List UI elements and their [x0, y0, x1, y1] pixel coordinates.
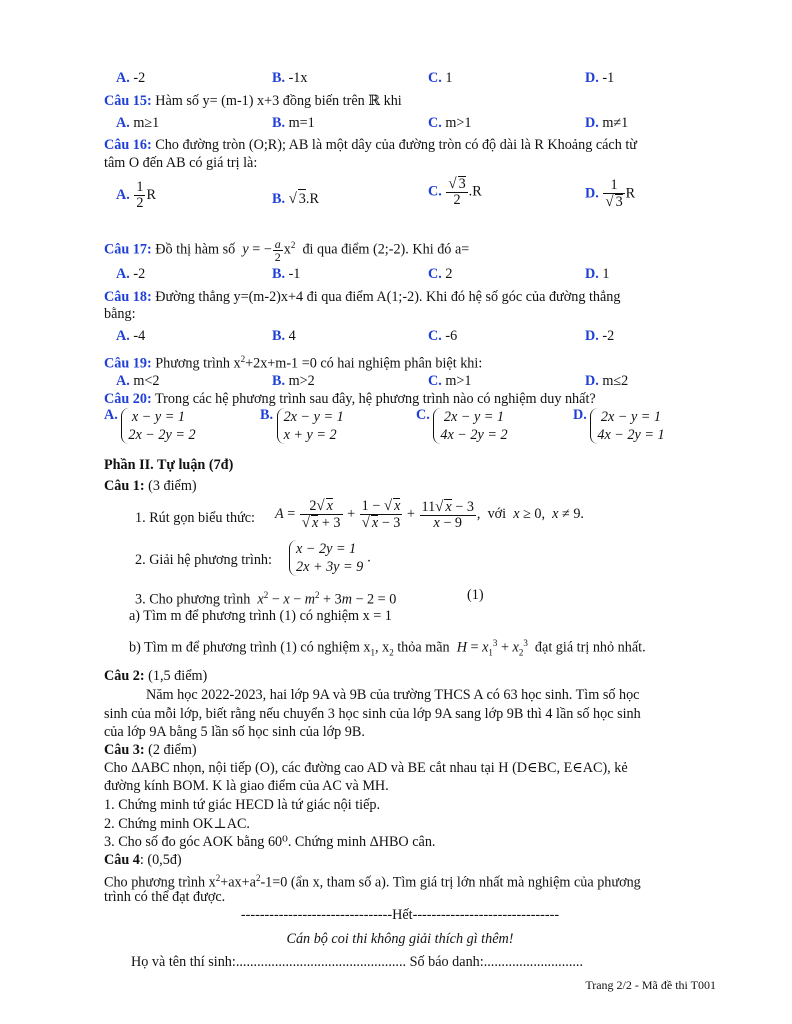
page-footer: Trang 2/2 - Mã đề thi T001: [585, 978, 716, 992]
candidate-info: Họ và tên thí sinh:................................................ Số báo danh:............................: [131, 954, 584, 970]
c2-points: (1,5 điểm): [148, 668, 208, 684]
q20-text: Trong các hệ phương trình sau đây, hệ phương trình nào có nghiệm duy nhất?: [155, 391, 596, 407]
q18-stem-line1: [104, 288, 716, 306]
q17-a: -2: [133, 266, 146, 282]
c1-s2-text: 2. Giải hệ phương trình:: [135, 552, 272, 568]
c1-expression: A = $\frac{2√ x}{√ x + 3}$ + $\frac{1 - √ x}{√ x - 3}$ + $\frac{11√ x - 3}{x - 9}$ , với x ≥ 0, x ≠ 9.: [275, 498, 584, 531]
q18-c: -6: [445, 328, 458, 344]
q14-d: -1: [602, 70, 615, 86]
c3-p1: 1. Chứng minh tứ giác HECD là tứ giác nội tiếp.: [104, 797, 381, 813]
c4-line1: Cho phương trình $x^2+ax+a^2-1=0$ (ẩn x, tham số a). Tìm giá trị lớn nhất mà nghiệm của phương: [104, 873, 641, 891]
c1-part1: [135, 498, 716, 538]
c4-points: : (0,5đ): [139, 852, 182, 868]
c1-system: x − 2y = 1 2x + 3y = 9 .: [289, 540, 371, 576]
q14-a: -2: [133, 70, 146, 86]
q17-label: Câu 17:: [104, 241, 152, 258]
c3-p3: 3. Cho số đo góc AOK bằng 60⁰. Chứng minh ΔHBO cân.: [104, 834, 436, 850]
q20-options: A. x − y = 1 2x − 2y = 2 B. 2x − y = 1 x + y = 2 C. 2x − y = 1 4x − 2y = 2 D. 2x − y = 1 4x − 2y = 1: [104, 408, 716, 448]
c1-s3-tag: (1): [467, 587, 484, 603]
c1-cond-text: với: [487, 505, 507, 522]
q20-label: Câu 20:: [104, 391, 152, 407]
q15-label: Câu 15:: [104, 93, 152, 109]
c2-line1: Năm học 2022-2023, hai lớp 9A và 9B của trường THCS A có 63 học sinh. Tìm số học: [146, 687, 640, 703]
q16-line2: tâm O đến AB có giá trị là:: [104, 155, 258, 171]
c1-sb-post: đạt giá trị nhỏ nhất.: [534, 639, 646, 656]
q20-d-system: 2x − y = 1 4x − 2y = 1: [590, 408, 668, 444]
q16-d-frac: $\frac{1}{√ 3}$: [605, 177, 623, 210]
q17-c: 2: [445, 266, 453, 282]
q20-b-system: 2x − y = 1 x + y = 2: [277, 408, 348, 444]
q15-d: m≠1: [602, 115, 629, 131]
q18-line2: bằng:: [104, 306, 136, 322]
q15-text: Hàm số y= (m-1) x+3 đồng biến trên ℝ khi: [155, 93, 402, 109]
footer-note: Cán bộ coi thi không giải thích gì thêm!: [286, 931, 514, 947]
c4-label: Câu 4: [104, 852, 140, 868]
q18-d: -2: [602, 328, 615, 344]
q14-c: 1: [445, 70, 453, 86]
c1-s1-text: 1. Rút gọn biểu thức:: [135, 510, 255, 526]
c2-line2: sinh của mỗi lớp, biết rằng nếu chuyển 3 học sinh của lớp 9A sang lớp 9B thì 4 lần số học sinh: [104, 706, 641, 722]
q15-c: m>1: [445, 115, 472, 131]
q17-stem: Câu 17: Đồ thị hàm số y = − $\frac{a}{2}$ $x^2$ đi qua điểm (2;-2). Khi đó a=: [104, 236, 470, 264]
q19-b: m>2: [288, 373, 315, 389]
c2-label: Câu 2:: [104, 668, 145, 684]
end-marker: --------------------------------Hết-------------------------------: [240, 907, 560, 923]
q20-c-system: 2x − y = 1 4x − 2y = 2: [433, 408, 511, 444]
c3-p2: 2. Chứng minh OK⊥AC.: [104, 816, 250, 832]
c2-header: [104, 667, 716, 685]
q20-stem: [104, 390, 716, 408]
q18-line1: Đường thẳng y=(m-2)x+4 đi qua điểm A(1;-2). Khi đó hệ số góc của đường thẳng: [155, 289, 621, 305]
c1-points: (3 điểm): [148, 478, 197, 494]
q18-b: 4: [288, 328, 296, 344]
c3-label: Câu 3:: [104, 742, 145, 758]
q17-d: 1: [602, 266, 610, 282]
c1-header: [104, 477, 716, 495]
q16-a-frac: $\frac{1}{2}$: [136, 179, 144, 211]
q19-label: Câu 19:: [104, 355, 152, 372]
q15-stem: [104, 92, 716, 110]
c1-part3b: b) Tìm m để phương trình (1) có nghiệm $x_1$, $x_2$ thỏa mãn $H = x_1^3 + x_2^3$ đạt giá trị nhỏ nhất.: [129, 638, 646, 658]
c1-part3: 3. Cho phương trình $x^2 - x - m^2 + 3m - 2 = 0$ (1): [135, 587, 484, 608]
q14-b: -1x: [288, 70, 308, 86]
c4-line2: trình có thể đạt được.: [104, 889, 226, 905]
c1-part2: [135, 540, 716, 580]
q19-a: m<2: [133, 373, 160, 389]
q16-line1: Cho đường tròn (O;R); AB là một dây của đường tròn có độ dài là R Khoảng cách từ: [155, 137, 637, 153]
part2-title: Phần II. Tự luận (7đ): [104, 457, 234, 473]
c3-line1: Cho ΔABC nhọn, nội tiếp (O), các đường cao AD và BE cắt nhau tại H (D∈BC, E∈AC), kẻ: [104, 760, 628, 776]
q17-post: đi qua điểm (2;-2). Khi đó a=: [302, 241, 470, 258]
q16-c-frac: $\frac{√ 3}{2}$: [448, 176, 466, 208]
q16-stem-line2: [104, 154, 716, 172]
c1-part3a: [129, 607, 716, 625]
c1-sb-pre: b) Tìm m để phương trình (1) có nghiệm x: [129, 639, 371, 656]
c1-sa-text: a) Tìm m để phương trình (1) có nghiệm x = 1: [129, 608, 392, 624]
q17-b: -1: [288, 266, 301, 282]
q16-label: Câu 16:: [104, 137, 152, 153]
q18-stem-line2: [104, 305, 716, 323]
c3-points: (2 điểm): [148, 742, 197, 758]
q18-label: Câu 18:: [104, 289, 152, 305]
q19-d: m≤2: [602, 373, 629, 389]
exam-page: A. -2 B. -1x C. 1 D. -1 Câu 15: Hàm số y= (m-1) x+3 đồng biến trên ℝ khi A. m≥1 B. m=1 C. m>1 D. m≠1 Câu 16: Cho đường tròn (O;R); AB là một dây của đường tròn có độ dài là R Khoảng cách từ tâm O đến AB có giá trị là: A. $\frac{1}{2}$ R B. √ 3.R C. $\frac{√ 3}{2}$ .R D. $\frac{1}{√ 3}$ R Câu 17: Đồ thị hàm số y = − $\frac{a}{2}$ $x^2$ đi qua điểm (2;-2). Khi đó a= A. -2 B. -1 C. 2 D. 1 Câu 18: Đường thẳng y=(m-2)x+4 đi qua điểm A(1;-2). Khi đó hệ số góc của đường thẳng bằng: A. -4 B. 4 C. -6 D. -2 Câu 19: Phương trình $x^2+2x+m-1 =0$ có hai nghiệm phân biệt khi: A. m<2 B. m>2 C. m>1 D. m≤2 Câu 20: Trong các hệ phương trình sau đây, hệ phương trình nào có nghiệm duy nhất? A. x − y = 1 2x − 2y = 2 B. 2x − y = 1 x + y = 2 C. 2x − y = 1 4x − 2y = 2 D. 2x − y = 1 4x − 2y = 1 Phần II. Tự luận (7đ) Câu 1: (3 điểm) 1. Rút gọn biểu thức: A = $\frac{2√ x}{√ x + 3}$ + $\frac{1 - √ x}{√ x - 3}$ + $\frac{11√ x - 3}{x - 9}$ , với x ≥ 0, x ≠ 9. 2. Giải hệ phương trình: x − 2y = 1 2x + 3y = 9 . 3. Cho phương trình $x^2 - x - m^2 + 3m - 2 = 0$ (1) a) Tìm m để phương trình (1) có nghiệm x = 1 b) Tìm m để phương trình (1) có nghiệm $x_1$, $x_2$ thỏa mãn $H = x_1^3 + x_2^3$ đạt giá trị nhỏ nhất. Câu 2: (1,5 điểm) Năm học 2022-2023, hai lớp 9A và 9B của trường THCS A có 63 học sinh. Tìm số học sinh của mỗi lớp, biết rằng nếu chuyển 3 học sinh của lớp 9A sang lớp 9B thì 4 lần số học sinh của lớp 9A bằng 5 lần số học sinh của lớp 9B. Câu 3: (2 điểm) Cho ΔABC nhọn, nội tiếp (O), các đường cao AD và BE cắt nhau tại H (D∈BC, E∈AC), kẻ đường kính BOM. K là giao điểm của AC và MH. 1. Chứng minh tứ giác HECD là tứ giác nội tiếp. 2. Chứng minh OK⊥AC. 3. Cho số đo góc AOK bằng 60⁰. Chứng minh ΔHBO cân. Câu 4: (0,5đ) Cho phương trình $x^2+ax+a^2-1=0$ (ẩn x, tham số a). Tìm giá trị lớn nhất mà nghiệm của phương trình có thể đạt được. --------------------------------Hết------------------------------- Cán bộ coi thi không giải thích gì thêm! Họ và tên thí sinh:................................................ Số báo danh:............................ Trang 2/2 - Mã đề thi T001: [0, 0, 792, 1024]
q19-c: m>1: [445, 373, 472, 389]
c3-header: [104, 741, 716, 759]
q20-a-system: x − y = 1 2x − 2y = 2: [121, 408, 199, 444]
q16-stem-line1: [104, 136, 716, 154]
c1-label: Câu 1:: [104, 478, 145, 494]
c2-line3: của lớp 9A bằng 5 lần số học sinh của lớp 9B.: [104, 724, 365, 740]
q18-a: -4: [133, 328, 146, 344]
q16-options: A. $\frac{1}{2}$ R B. √ 3.R C. $\frac{√ 3}{2}$ .R D. $\frac{1}{√ 3}$ R: [116, 176, 636, 211]
c4-header: [104, 851, 716, 869]
q17-pre: Đồ thị hàm số: [155, 241, 236, 258]
q15-a: m≥1: [133, 115, 160, 131]
q15-b: m=1: [288, 115, 315, 131]
q19-stem: Câu 19: Phương trình $x^2+2x+m-1 =0$ có hai nghiệm phân biệt khi:: [104, 354, 483, 372]
c3-line2: đường kính BOM. K là giao điểm của AC và MH.: [104, 778, 389, 794]
c1-s3-text: 3. Cho phương trình: [135, 591, 251, 608]
